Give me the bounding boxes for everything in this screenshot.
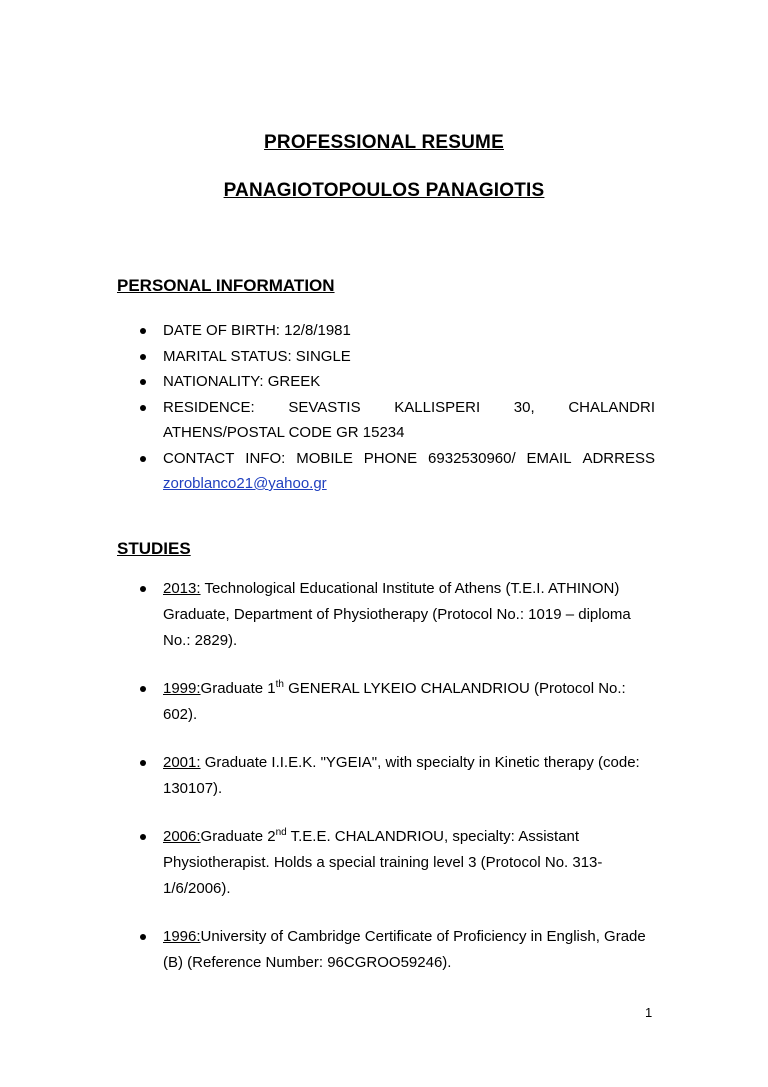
bullet-icon bbox=[140, 379, 146, 385]
study-item: 1999:Graduate 1th GENERAL LYKEIO CHALANDRIOU (Protocol No.: 602). bbox=[140, 676, 655, 728]
study-item: 2013: Technological Educational Institute of Athens (T.E.I. ATHINON) Graduate, Department of Physiotherapy (Protocol No.: 1019 – diploma No.: 2829). bbox=[140, 576, 655, 654]
study-item: 2006:Graduate 2nd T.E.E. CHALANDRIOU, specialty: Assistant Physiotherapist. Holds a special training level 3 (Protocol No. 313-1/6/2006). bbox=[140, 824, 655, 902]
bullet-icon bbox=[140, 686, 146, 692]
contact-info-line: CONTACT INFO: MOBILE PHONE 6932530960/ EMAIL ADRRESS bbox=[163, 449, 655, 467]
bullet-icon bbox=[140, 586, 146, 592]
candidate-name: PANAGIOTOPOULOS PANAGIOTIS bbox=[223, 180, 545, 201]
bullet-icon bbox=[140, 760, 146, 766]
bullet-icon bbox=[140, 834, 146, 840]
bullet-icon bbox=[140, 354, 146, 360]
study-year: 1996: bbox=[163, 928, 201, 945]
page-number: 1 bbox=[645, 1005, 653, 1020]
study-year: 1999: bbox=[163, 680, 201, 697]
list-item-nationality: NATIONALITY: GREEK bbox=[140, 369, 655, 395]
bullet-icon bbox=[140, 934, 146, 940]
bullet-icon bbox=[140, 456, 146, 462]
study-year: 2013: bbox=[163, 580, 201, 597]
bullet-icon bbox=[140, 328, 146, 334]
list-item-contact-info bbox=[140, 446, 655, 497]
studies-heading: STUDIES bbox=[117, 539, 191, 558]
email-link[interactable]: zoroblanco21@yahoo.gr bbox=[163, 475, 327, 492]
study-year: 2006: bbox=[163, 828, 201, 845]
studies-list bbox=[140, 576, 655, 998]
document-title: PROFESSIONAL RESUME bbox=[264, 132, 504, 153]
bullet-icon bbox=[140, 405, 146, 411]
list-item-residence: RESIDENCE: SEVASTIS KALLISPERI 30, CHALANDRI ATHENS/POSTAL CODE GR 15234 bbox=[140, 395, 655, 446]
personal-information-list bbox=[140, 318, 655, 497]
list-item-date-of-birth: DATE OF BIRTH: 12/8/1981 bbox=[140, 318, 655, 344]
study-item: 2001: Graduate I.I.E.K. "YGEIA", with specialty in Kinetic therapy (code: 130107). bbox=[140, 750, 655, 802]
personal-information-heading: PERSONAL INFORMATION bbox=[117, 276, 335, 295]
study-item: 1996:University of Cambridge Certificate of Proficiency in English, Grade (B) (Reference Number: 96CGROO59246). bbox=[140, 924, 655, 976]
study-year: 2001: bbox=[163, 754, 201, 771]
list-item-marital-status: MARITAL STATUS: SINGLE bbox=[140, 344, 655, 370]
